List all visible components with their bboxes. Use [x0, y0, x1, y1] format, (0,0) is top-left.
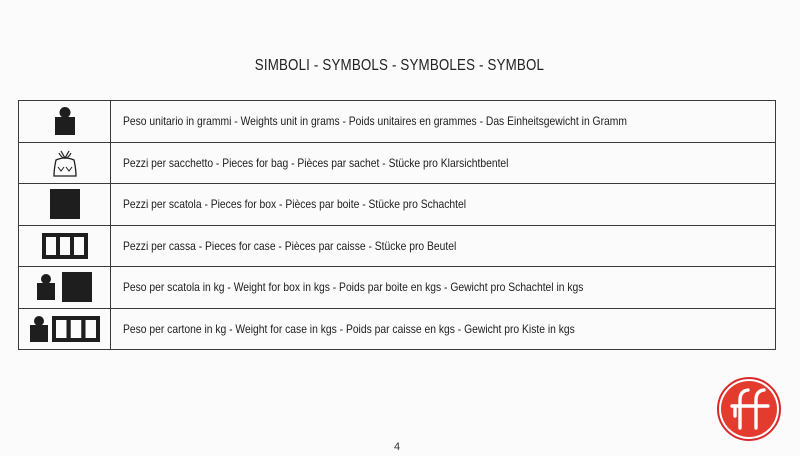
weight-icon: [55, 107, 75, 135]
icon-cell: [19, 308, 111, 350]
symbol-description: Pezzi per sacchetto - Pieces for bag - Pièces par sachet - Stücke pro Klarsichtbentel: [111, 142, 776, 184]
weight-icon: [37, 274, 55, 300]
weight-icon: [30, 316, 48, 342]
brand-logo: [716, 376, 782, 442]
case-icon: [42, 233, 88, 259]
box-icon: [50, 189, 80, 219]
symbol-description: Peso per cartone in kg - Weight for case in kgs - Poids par caisse en kgs - Gewicht pro Kiste in kgs: [111, 308, 776, 350]
symbol-description: Peso per scatola in kg - Weight for box in kgs - Poids par boite en kgs - Gewicht pro Schachtel in kgs: [111, 267, 776, 309]
icon-cell: [19, 184, 111, 226]
symbol-description: Pezzi per scatola - Pieces for box - Pièces par boite - Stücke pro Schachtel: [111, 184, 776, 226]
symbols-table: [18, 100, 776, 350]
symbol-description: Peso unitario in grammi - Weights unit in grams - Poids unitaires en grammes - Das Einheitsgewicht in Gramm: [111, 101, 776, 143]
icon-cell: [19, 142, 111, 184]
table-row: [19, 308, 776, 350]
bag-icon: [52, 149, 78, 177]
box-icon: [62, 272, 92, 302]
page-title: SIMBOLI - SYMBOLS - SYMBOLES - SYMBOL: [254, 57, 545, 74]
icon-cell: [19, 267, 111, 309]
case-icon: [52, 316, 100, 342]
table-row: [19, 142, 776, 184]
icon-cell: [19, 225, 111, 267]
symbol-description: Pezzi per cassa - Pieces for case - Pièces par caisse - Stücke pro Beutel: [111, 225, 776, 267]
table-row: [19, 267, 776, 309]
page-number: 4: [394, 441, 401, 453]
table-row: [19, 225, 776, 267]
table-row: [19, 101, 776, 143]
icon-cell: [19, 101, 111, 143]
table-row: [19, 184, 776, 226]
